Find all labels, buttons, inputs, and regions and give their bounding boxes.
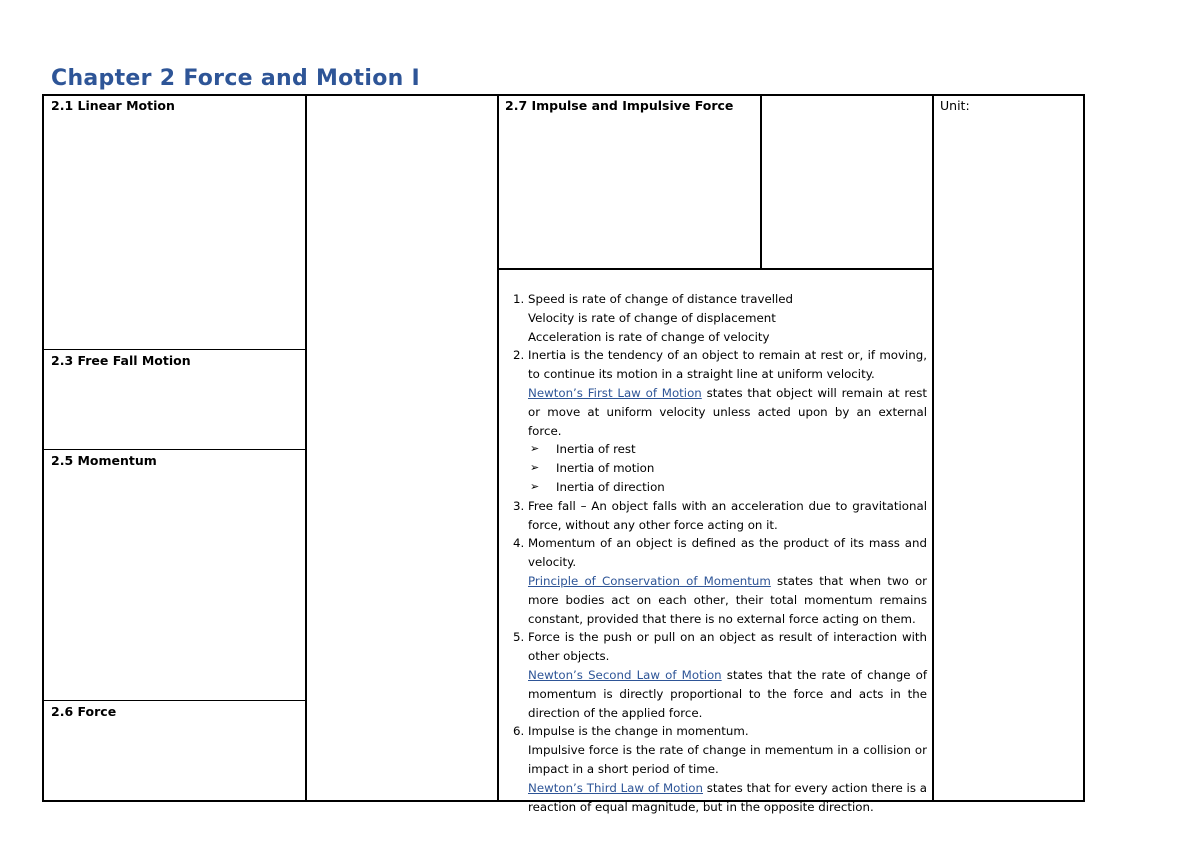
note-item-6: [528, 722, 927, 816]
inertia-types-list: [528, 440, 927, 496]
note-item-4: [528, 534, 927, 628]
note-third-law: states that for every action there is a reaction of equal magnitude, but in the opposite direction.: [528, 780, 927, 814]
note-item-1: [528, 290, 927, 346]
column-blank: [305, 94, 499, 802]
note-speed: 1. Speed is rate of change of distance travelled: [528, 292, 794, 306]
note-conservation: states that when two or more bodies act on each other, their total momentum remains constant, provided that there is no external force acting on them.: [528, 573, 928, 626]
note-momentum: Momentum of an object is defined as the product of its mass and velocity.: [528, 536, 927, 570]
note-force: Force is the push or pull on an object as result of interaction with other objects.: [528, 630, 927, 664]
divider-impulse-box: [760, 94, 762, 269]
note-item-5: [528, 628, 927, 722]
note-item-3: [528, 497, 927, 535]
note-first-law: states that object will remain at rest or move at uniform velocity unless acted upon by an external force.: [528, 385, 927, 438]
link-newton-third-law[interactable]: Newton’s Third Law of Motion: [528, 780, 703, 795]
divider-force: [42, 700, 307, 701]
link-newton-first-law[interactable]: Newton’s First Law of Motion: [528, 385, 702, 400]
link-conservation-of-momentum[interactable]: Principle of Conservation of Momentum: [528, 573, 771, 588]
column-unit: [932, 94, 1085, 802]
summary-notes: [503, 290, 927, 816]
divider-free-fall: [42, 349, 307, 350]
note-impulse: Impulse is the change in momentum.: [528, 724, 749, 739]
section-impulse: 2.7 Impulse and Impulsive Force: [505, 98, 734, 113]
note-item-2: [528, 346, 927, 496]
arrowhead-bullet-icon: ➢: [530, 442, 540, 456]
column-left: [42, 94, 307, 802]
list-item: ➢ Inertia of rest: [528, 440, 927, 459]
section-linear-motion: 2.1 Linear Motion: [51, 98, 175, 113]
note-second-law: states that the rate of change of momentum is directly proportional to the force and acts in the direction of the applied force.: [528, 667, 927, 720]
arrowhead-bullet-icon: ➢: [530, 461, 540, 475]
notes-list: [503, 290, 927, 816]
section-momentum: 2.5 Momentum: [51, 453, 157, 468]
page-title: Chapter 2 Force and Motion I: [51, 66, 421, 91]
section-unit: Unit:: [940, 98, 970, 113]
section-force: 2.6 Force: [51, 704, 117, 719]
arrowhead-bullet-icon: ➢: [530, 479, 540, 493]
section-free-fall: 2.3 Free Fall Motion: [51, 353, 191, 368]
note-impulsive-force: Impulsive force is the rate of change in mementum in a collision or impact in a short period of time.: [528, 743, 927, 776]
note-inertia: Inertia is the tendency of an object to remain at rest or, if moving, to continue its motion in a straight line at uniform velocity.: [528, 348, 927, 382]
list-item: ➢ Inertia of motion: [528, 459, 927, 478]
list-item: ➢ Inertia of direction: [528, 478, 927, 497]
note-acceleration: Acceleration is rate of change of velocity: [528, 329, 770, 344]
divider-notes: [497, 268, 934, 270]
note-velocity: Velocity is rate of change of displacement: [528, 310, 776, 325]
link-newton-second-law[interactable]: Newton’s Second Law of Motion: [528, 667, 722, 682]
divider-momentum: [42, 449, 307, 450]
note-free-fall: Free fall – An object falls with an acceleration due to gravitational force, without any other force acting on it.: [528, 498, 927, 532]
